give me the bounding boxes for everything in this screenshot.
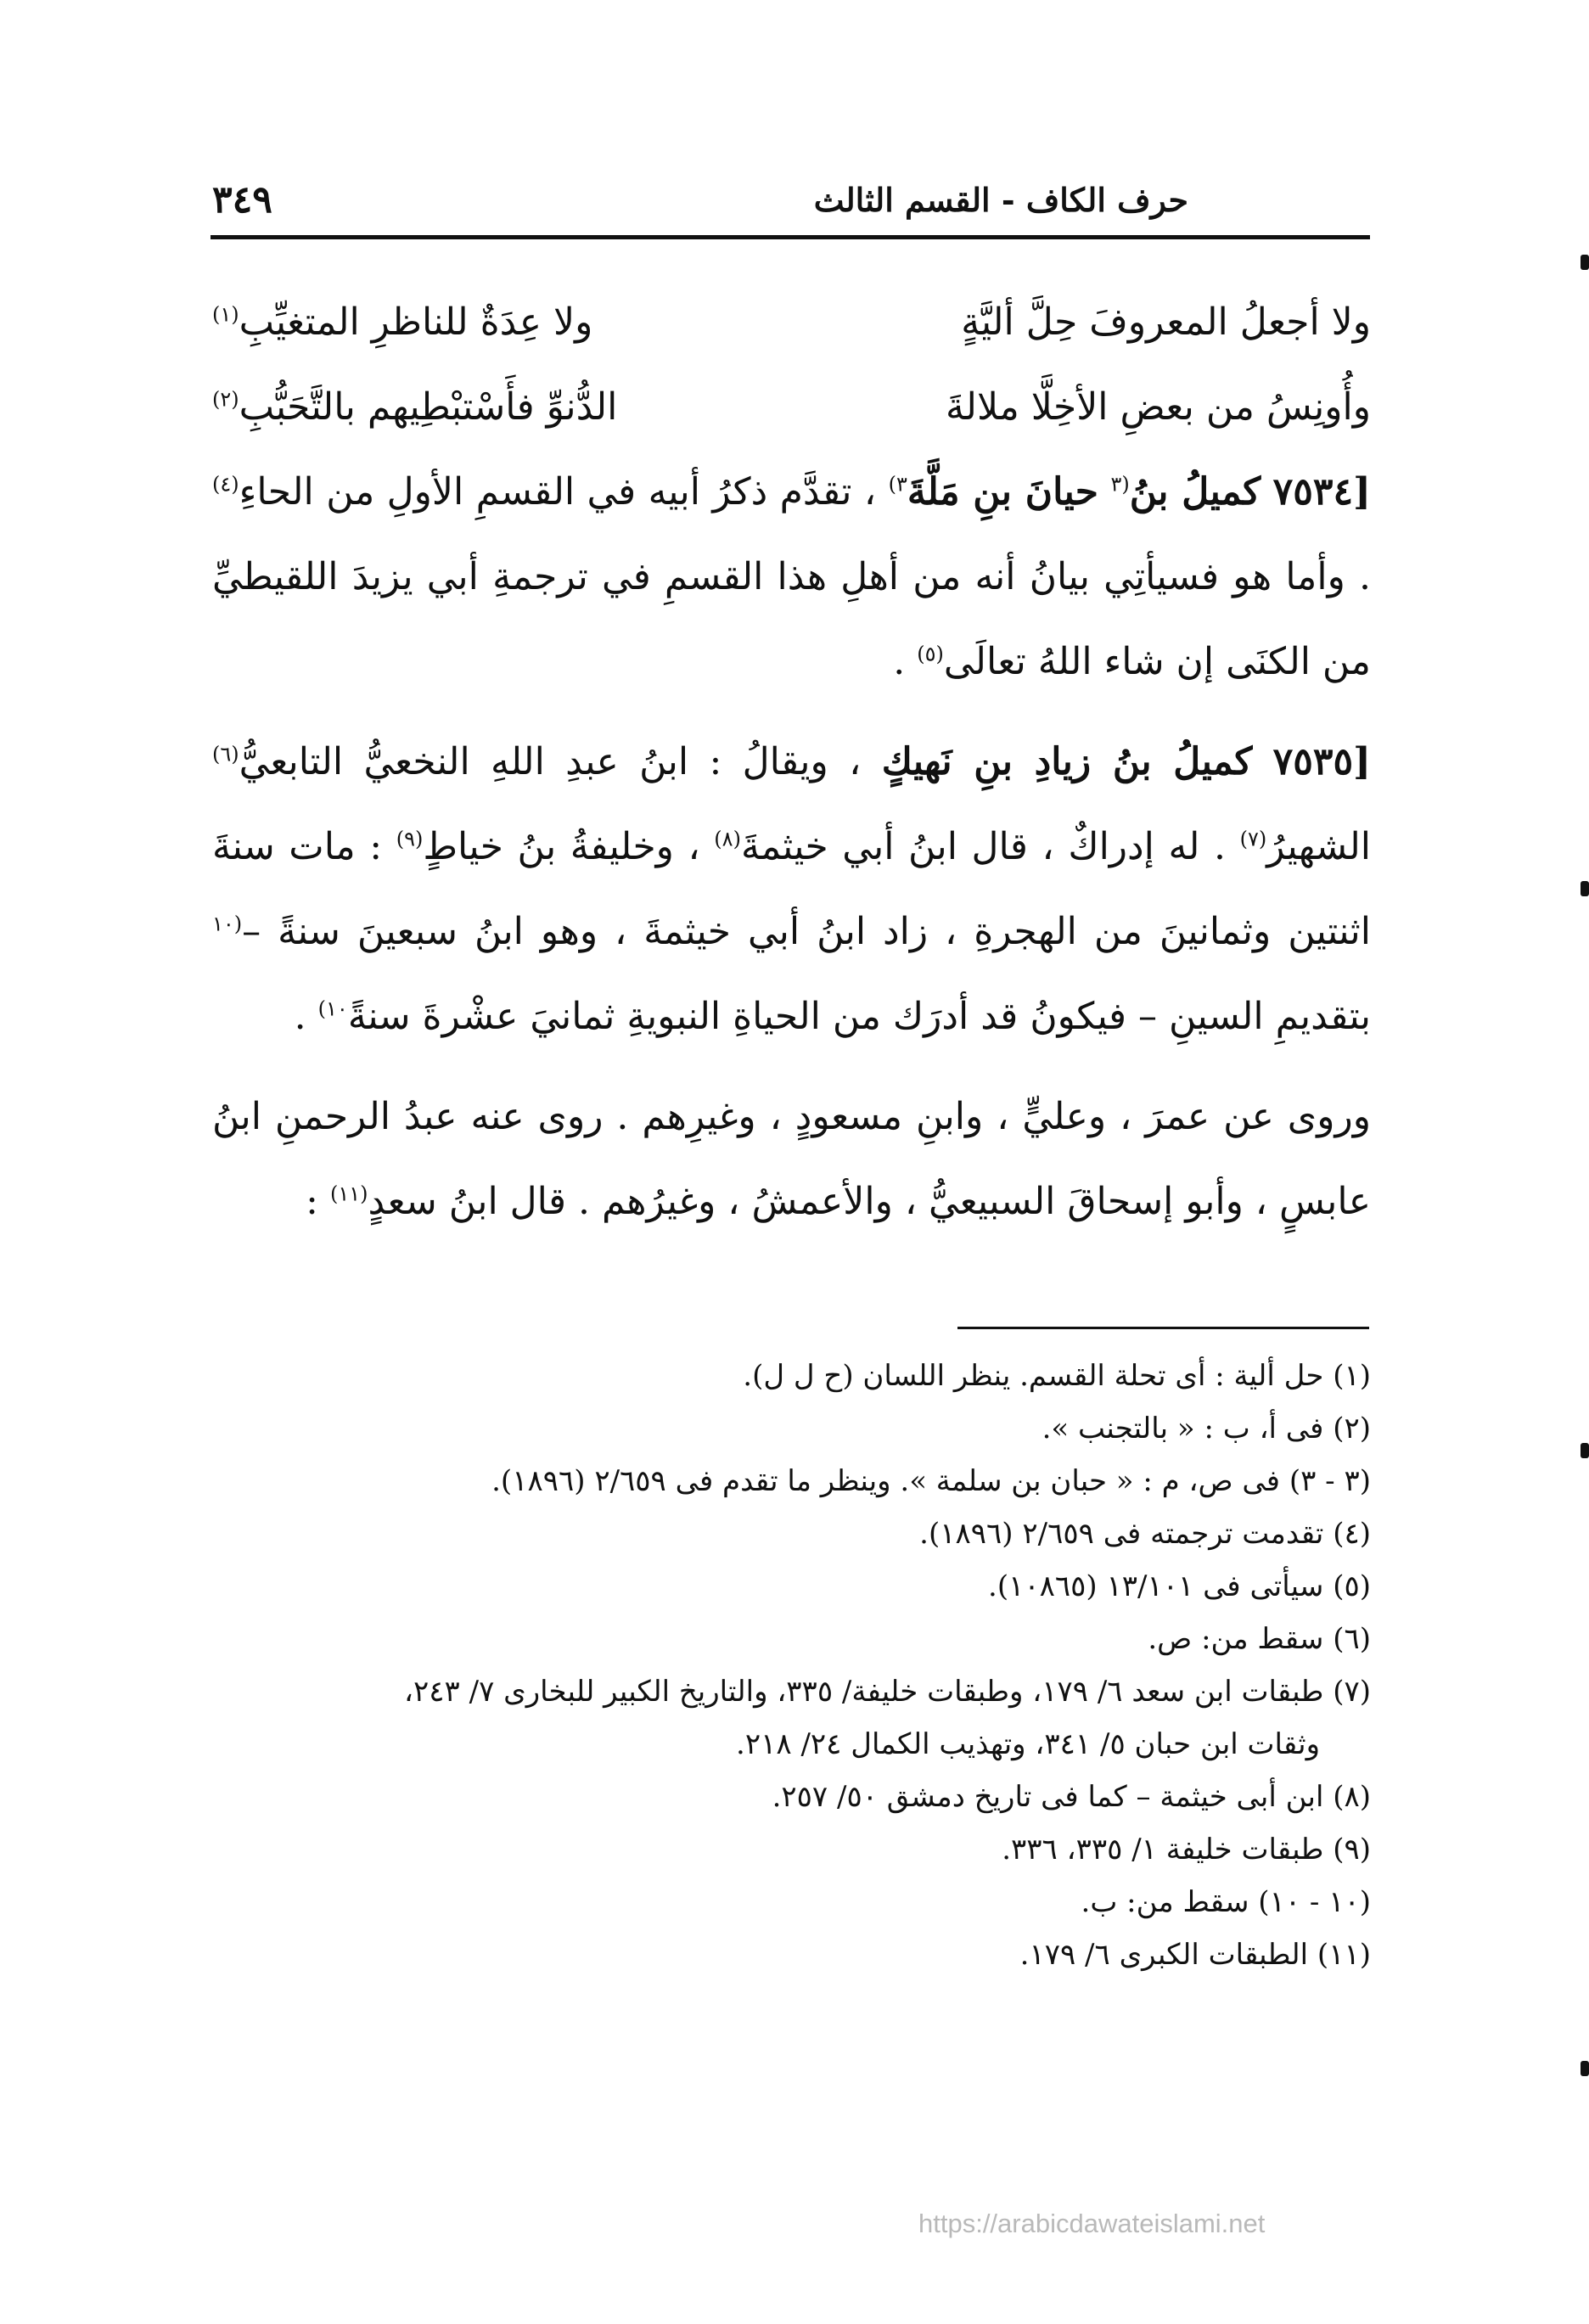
entry-text: بتقديمِ السينِ – فيكونُ قد أدرَك من الحياةِ النبويةِ ثمانيَ عشْرةَ سنةً xyxy=(347,995,1371,1038)
entry-text: : مات سنةَ اثنتين وثمانينَ من الهجرةِ ، زاد ابنُ أبي خيثمةَ ، وهو ابنُ سبعينَ سنةً – xyxy=(212,825,1371,953)
entry-text: ، وخليفةُ بنُ خياطٍ xyxy=(423,825,700,868)
entry-text: ، تقدَّم ذكرُ أبيه في القسمِ الأولِ من الحاءِ xyxy=(239,470,877,514)
edge-mark xyxy=(1581,1443,1589,1458)
entry-text: . xyxy=(294,995,306,1038)
note-ref: (٦) xyxy=(212,742,239,766)
header-rule xyxy=(211,235,1370,239)
verse-1-second-hemistich xyxy=(212,280,592,365)
note-ref: ١٠) xyxy=(317,996,348,1021)
verse-2-second-text: الدُّنوِّ فأَسْتبْطِيهم بالتَّحَبُّبِ xyxy=(239,385,618,429)
verse-1-second-text: ولا عِدَةٌ للناظرِ المتغيِّبِ xyxy=(239,300,593,344)
footnote-2: (٢) فى أ، ب : « بالتجنب ». xyxy=(1042,1412,1371,1445)
footnote-10: (١٠ - ١٠) سقط من: ب. xyxy=(1081,1885,1371,1919)
footnote-7-line-1: (٧) طبقات ابن سعد ٦/ ١٧٩، وطبقات خليفة/ ٣٣٥، والتاريخ الكبير للبخارى ٧/ ٢٤٣، xyxy=(404,1675,1371,1709)
footnote-4: (٤) تقدمت ترجمته فى ٢/٦٥٩ (١٨٩٦). xyxy=(919,1517,1371,1551)
verse-2-second-hemistich xyxy=(212,365,617,450)
paragraph-text: وروى عن عمرَ ، وعليٍّ ، وابنِ مسعودٍ ، وغيرِهم . روى عنه عبدُ الرحمنِ ابنُ عابسٍ ، وأبو إسحاقَ السبيعيُّ ، والأعمشُ ، وغيرُهم . قال ابنُ سعدٍ xyxy=(212,1095,1371,1223)
note-ref: (١) xyxy=(212,302,239,327)
note-ref: (١١) xyxy=(330,1182,368,1206)
footnote-1: (١) حل ألية : أى تحلة القسم. ينظر اللسان (ح ل ل). xyxy=(743,1359,1371,1393)
entry-text: . له إدراكٌ ، قال ابنُ أبي خيثمةَ xyxy=(740,825,1227,868)
entry-name: كميلُ بنُ زيادِ بنِ نَهيكٍ xyxy=(881,740,1253,783)
paragraph-text: : xyxy=(306,1180,318,1223)
edge-mark xyxy=(1581,2061,1589,2076)
entry-7535 xyxy=(212,720,1371,1059)
footnote-7 xyxy=(212,1665,1371,1771)
footnote-3: (٣ - ٣) فى ص، م : « حبان بن سلمة ». وينظر ما تقدم فى ٢/٦٥٩ (١٨٩٦). xyxy=(491,1464,1371,1498)
verse-1-first-hemistich: ولا أجعلُ المعروفَ حِلَّ أليَّةٍ xyxy=(961,300,1371,344)
note-ref: (٣ xyxy=(1110,472,1130,497)
entry-text: . xyxy=(893,640,906,683)
page-header xyxy=(212,170,1367,229)
note-ref: (١٠ xyxy=(212,912,243,936)
entry-number: [٧٥٣٥ xyxy=(1272,740,1371,783)
verse-2-first-hemistich: وأُونِسُ من بعضِ الأخِلَّا ملالةَ xyxy=(945,385,1371,429)
entry-name: كميلُ بنُ xyxy=(1129,470,1261,514)
paragraph-narrators xyxy=(212,1075,1371,1244)
verse-line-2 xyxy=(212,365,1371,450)
note-ref: ٣) xyxy=(888,472,907,497)
note-ref: (٩) xyxy=(396,827,424,851)
footnotes xyxy=(212,1350,1371,1981)
footnote-6: (٦) سقط من: ص. xyxy=(1148,1622,1371,1656)
main-text xyxy=(212,280,1371,1244)
entry-name-2: حيانَ بنِ مَلَّةَ xyxy=(907,470,1099,514)
note-ref: (٨) xyxy=(714,827,741,851)
footnote-9: (٩) طبقات خليفة ١/ ٣٣٥، ٣٣٦. xyxy=(1002,1833,1371,1866)
running-title: حرف الكاف - القسم الثالث xyxy=(813,180,1188,219)
footnote-5: (٥) سيأتى فى ١٣/١٠١ (١٠٨٦٥). xyxy=(988,1569,1371,1603)
note-ref: (٤) xyxy=(212,472,239,497)
edge-mark xyxy=(1581,881,1589,896)
footnote-11: (١١) الطبقات الكبرى ٦/ ١٧٩. xyxy=(1019,1938,1371,1972)
entry-text: . وأما هو فسيأتِي بيانُ أنه من أهلِ هذا القسمِ في ترجمةِ أبي يزيدَ اللقيطيِّ من الكنَى إن شاء اللهُ تعالَى xyxy=(212,555,1371,683)
entry-text: ، ويقالُ : ابنُ عبدِ اللهِ النخعيُّ xyxy=(363,740,862,783)
note-ref: (٧) xyxy=(1239,827,1267,851)
note-ref: (٢) xyxy=(212,387,239,412)
watermark-url: https://arabicdawateislami.net xyxy=(918,2209,1266,2238)
footnote-8: (٨) ابن أبى خيثمة – كما فى تاريخ دمشق ٥٠/ ٢٥٧. xyxy=(772,1780,1371,1814)
verse-line-1 xyxy=(212,280,1371,365)
note-ref: (٥) xyxy=(917,642,944,666)
entry-number: [٧٥٣٤ xyxy=(1272,470,1371,514)
footnote-7-line-2: وثقات ابن حبان ٥/ ٣٤١، وتهذيب الكمال ٢٤/ ٢١٨. xyxy=(736,1727,1320,1761)
entry-text: الشهيرُ xyxy=(1266,825,1371,868)
entry-text: التابعيُّ xyxy=(239,740,344,783)
page-number: ٣٤٩ xyxy=(212,177,272,222)
edge-mark xyxy=(1581,255,1589,270)
footnote-separator xyxy=(957,1327,1369,1329)
entry-7534 xyxy=(212,450,1371,704)
